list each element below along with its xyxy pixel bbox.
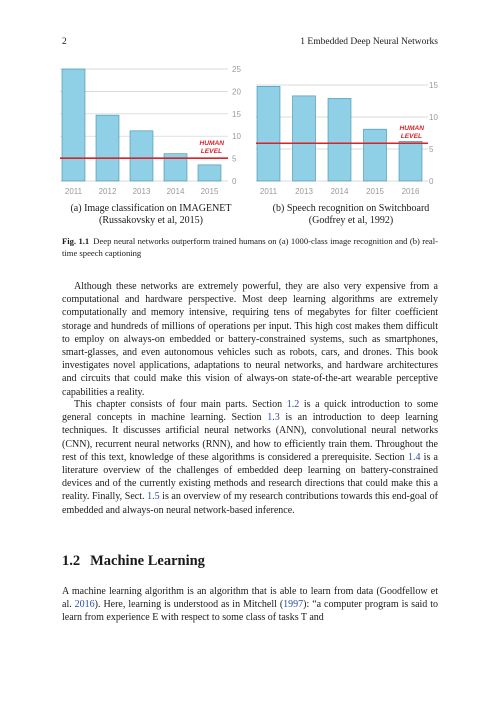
bar: [364, 129, 387, 181]
bar: [62, 69, 85, 181]
paragraph-2: [62, 398, 438, 517]
bar: [198, 165, 221, 181]
figure-caption-text: Deep neural networks outperform trained humans on (a) 1000-class image recognition and (b) real-time speech captioning: [62, 236, 438, 258]
section-ref-1-2-link[interactable]: 1.2: [286, 399, 300, 410]
y-tick-label: 25: [232, 65, 241, 74]
human-level-label: LEVEL: [400, 133, 422, 141]
x-tick-label: 2012: [98, 187, 117, 196]
subcaption-a: [56, 203, 246, 227]
paragraph-3: [62, 585, 438, 625]
bar: [293, 96, 316, 181]
bar: [96, 115, 119, 181]
paragraph-2-text-d: is a literature overview of the challenges of embedded deep learning on battery-constrained devices and of the currently existing methods and research directions that could make this a reality. Finally, Sect.: [62, 451, 438, 503]
paragraph-1: [62, 280, 438, 399]
subcaption-b: [256, 203, 446, 227]
paragraph-2-text-b: is a quick introduction to some general concepts in machine learning. Section: [62, 399, 439, 424]
section-ref-1-5-link[interactable]: 1.5: [147, 491, 160, 503]
paragraph-3-text-c: ): “a computer program is said to learn from experience E with respect to some class of tasks T and: [62, 599, 439, 624]
x-tick-label: 2015: [200, 187, 219, 196]
y-tick-label: 15: [232, 109, 241, 119]
human-level-label: HUMAN: [399, 125, 424, 133]
y-tick-label: 5: [232, 154, 237, 164]
x-tick-label: 2014: [330, 187, 349, 196]
paragraph-1-text: Although these networks are extremely powerful, they are also very expensive from a computational and hardware perspective. Most deep learning algorithms are extremely computationally and memory intensive, requiring tens of megabytes for filter coefficient storage and hundreds of millions of operations per input. This high cost makes them difficult to employ on always-on embedded or battery-constrained systems, such as smartphones, smart-glasses, and even autonomous vehicles such as robots, cars, and drones. This book investigates novel applications, adaptations to neural networks, and hardware architectures and circuits that could make this vision of always-on state-of-the-art wearable perceptive capabilities a reality.: [62, 281, 438, 398]
human-level-label: LEVEL: [200, 148, 222, 156]
bar: [399, 141, 422, 181]
paragraph-2-text-a: This chapter consists of four main parts. Section: [74, 399, 287, 410]
citation-2016-link[interactable]: 2016: [74, 599, 95, 611]
human-level-label: HUMAN: [199, 140, 224, 148]
paragraph-3-text: [62, 585, 438, 625]
figure-charts: [56, 60, 446, 200]
section-ref-1-4-link[interactable]: 1.4: [407, 451, 421, 463]
paragraph-2-text-c: is an introduction to deep learning techniques. It discusses artificial neural networks (ANN), convolutional neural networks (CNN), recurrent neural networks (RNN), and how to efficiently train them. Throughout the rest of this text, knowledge of these algorithms is considered a prerequisite. Section: [62, 412, 438, 463]
subcaption-a-line2: (Russakovsky et al, 2015): [99, 215, 203, 226]
y-tick-label: 15: [429, 81, 438, 90]
chart-b: [256, 81, 438, 196]
y-tick-label: 5: [429, 145, 434, 154]
paragraph-3-text-a: A machine learning algorithm is an algorithm that is able to learn from data (Goodfellow et al.: [62, 586, 438, 611]
subcaption-b-line2: (Godfrey et al, 1992): [308, 215, 394, 226]
paragraph-3-text-b: ). Here, learning is understood as in Mitchell (: [94, 599, 284, 611]
bar: [130, 131, 153, 181]
figure-caption: [62, 236, 438, 259]
x-tick-label: 2016: [401, 187, 420, 196]
paragraph-2-text: [62, 398, 438, 517]
citation-1997-link[interactable]: 1997: [283, 599, 304, 611]
x-tick-label: 2015: [366, 187, 384, 196]
figure-caption-label: Fig. 1.1: [62, 236, 90, 246]
y-tick-label: 0: [232, 177, 237, 186]
x-tick-label: 2013: [295, 187, 313, 196]
x-tick-label: 2011: [259, 187, 278, 196]
running-title: 1 Embedded Deep Neural Networks: [300, 37, 438, 47]
section-ref-1-3-link[interactable]: 1.3: [267, 412, 280, 424]
chart-a: [60, 65, 241, 196]
section-heading: [62, 553, 438, 570]
y-tick-label: 10: [232, 132, 241, 142]
x-tick-label: 2011: [64, 187, 83, 196]
page-number: 2: [62, 37, 67, 47]
figure-1-1: [56, 60, 446, 230]
section-title: Machine Learning: [90, 553, 205, 569]
y-tick-label: 0: [429, 177, 434, 186]
bar: [328, 98, 351, 181]
bar: [257, 86, 280, 181]
subcaption-a-line1: (a) Image classification on IMAGENET: [70, 203, 232, 214]
paragraph-2-text-e: is an overview of my research contributions towards this end-goal of embedded and always-on neural network-based inference.: [62, 491, 438, 516]
y-tick-label: 10: [429, 113, 438, 122]
x-tick-label: 2014: [166, 187, 185, 196]
subcaption-b-line1: (b) Speech recognition on Switchboard: [272, 203, 430, 214]
y-tick-label: 20: [232, 87, 241, 97]
x-tick-label: 2013: [132, 187, 151, 196]
running-head: [62, 37, 438, 51]
section-number: 1.2: [62, 553, 81, 569]
